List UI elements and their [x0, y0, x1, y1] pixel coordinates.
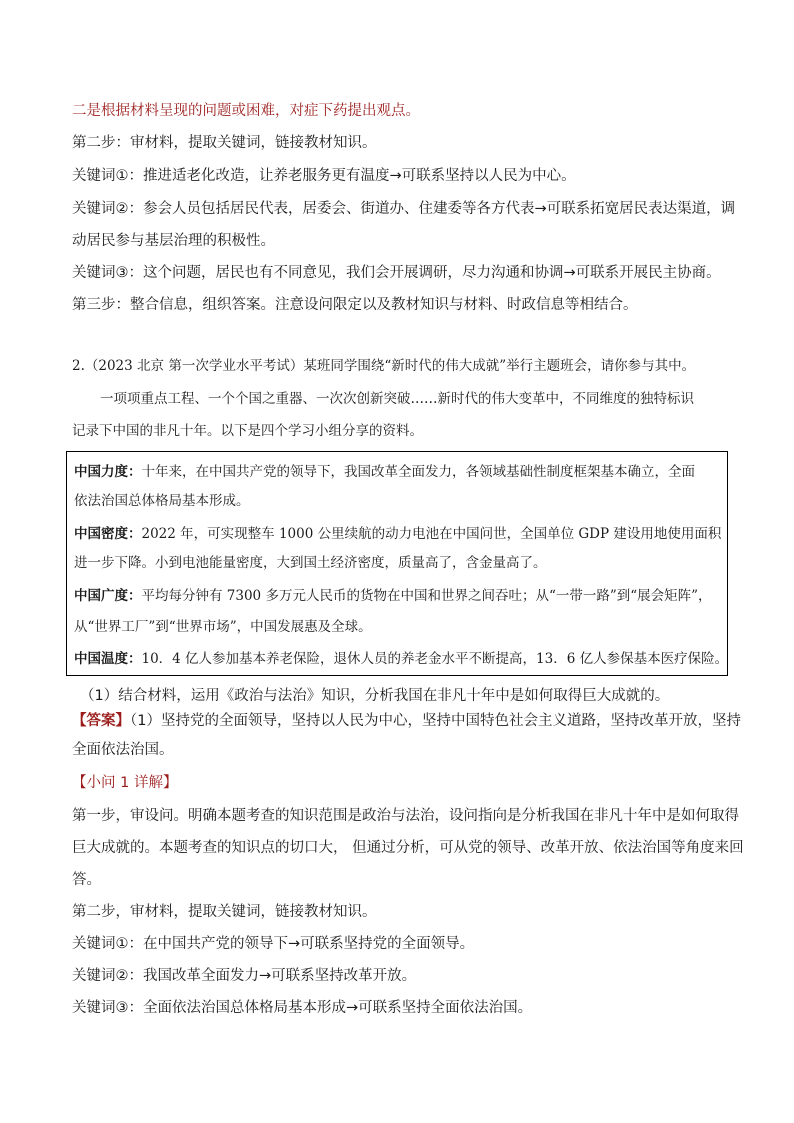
material-text: 10．4 亿人参加基本养老保险，退休人员的养老金水平不断提高，13．6 亿人参保基本医疗保险。 [141, 651, 729, 667]
step-one-continuation: 答。 [72, 872, 101, 888]
text-line: 二是根据材料呈现的问题或困难，对症下药提出观点。 [72, 103, 420, 119]
keyword-2-line: 关键词②：参会人员包括居民代表，居委会、街道办、住建委等各方代表→可联系拓宽居民表达渠道，调 [72, 201, 736, 217]
step-one-line: 第一步，审设问。明确本题考查的知识范围是政治与法治，设问指向是分析我国在非凡十年中是如何取得 [72, 808, 739, 824]
step-two-line: 第二步，审材料，提取关键词，链接教材知识。 [72, 904, 377, 920]
material-item-strength [74, 462, 724, 482]
material-label: 中国力度： [74, 464, 142, 480]
keyword-3-line: 关键词③：全面依法治国总体格局基本形成→可联系坚持全面依法治国。 [72, 1000, 533, 1016]
answer-label: 【答案】 [72, 713, 130, 729]
material-item-warmth [74, 649, 729, 669]
material-text-continuation: 依法治国总体格局基本形成。 [74, 493, 250, 509]
material-label: 中国广度： [74, 588, 142, 604]
keyword-2-continuation: 动居民参与基层治理的积极性。 [72, 233, 275, 249]
material-item-density [74, 524, 724, 544]
material-text: 平均每分钟有 7300 多万元人民币的货物在中国和世界之间吞吐；从“一带一路”到“展会矩阵”， [141, 588, 712, 604]
material-item-breadth [74, 586, 724, 606]
material-text-continuation: 从“世界工厂”到“世界市场”，中国发展惠及全球。 [74, 619, 372, 635]
keyword-1-line: 关键词①：推进适老化改造，让养老服务更有温度→可联系坚持以人民为中心。 [72, 168, 576, 184]
answer-continuation: 全面依法治国。 [72, 742, 174, 758]
material-label: 中国温度： [74, 651, 142, 667]
step-two-line: 第二步：审材料，提取关键词，链接教材知识。 [72, 135, 377, 151]
question-intro-line: 一项项重点工程、一个个国之重器、一次次创新突破……新时代的伟大变革中，不同维度的独特标识 [100, 391, 694, 407]
answer-text: （1）坚持党的全面领导，坚持以人民为中心，坚持中国特色社会主义道路，坚持改革开放，坚持 [130, 713, 741, 729]
question-intro-continuation: 记录下中国的非凡十年。以下是四个学习小组分享的资料。 [72, 423, 423, 439]
sub-question: （1）结合材料，运用《政治与法治》知识，分析我国在非凡十年中是如何取得巨大成就的。 [80, 688, 670, 704]
question-stem: 2.（2023 北京 第一次学业水平考试）某班同学围绕“新时代的伟大成就”举行主题班会，请你参与其中。 [72, 358, 696, 374]
material-text: 十年来，在中国共产党的领导下，我国改革全面发力，各领域基础性制度框架基本确立，全面 [141, 464, 695, 480]
material-text-continuation: 进一步下降。小到电池能量密度，大到国土经济密度，质量高了，含金量高了。 [74, 555, 547, 571]
explanation-title: 【小问 1 详解】 [72, 775, 178, 791]
keyword-2-line: 关键词②：我国改革全面发力→可联系坚持改革开放。 [72, 968, 417, 984]
material-box [66, 451, 728, 676]
step-three-line: 第三步：整合信息，组织答案。注意设问限定以及教材知识与材料、时政信息等相结合。 [72, 297, 638, 313]
material-text: 2022 年，可实现整车 1000 公里续航的动力电池在中国问世，全国单位 GDP 建设用地使用面积 [141, 526, 722, 542]
keyword-3-line: 关键词③：这个问题，居民也有不同意见，我们会开展调研，尽力沟通和协调→可联系开展民主协商。 [72, 265, 721, 281]
material-label: 中国密度： [74, 526, 142, 542]
step-one-continuation: 巨大成就的。本题考查的知识点的切口大， 但通过分析，可从党的领导、改革开放、依法治国等角度来回 [72, 840, 744, 856]
keyword-1-line: 关键词①：在中国共产党的领导下→可联系坚持党的全面领导。 [72, 936, 475, 952]
answer-line [72, 711, 741, 731]
